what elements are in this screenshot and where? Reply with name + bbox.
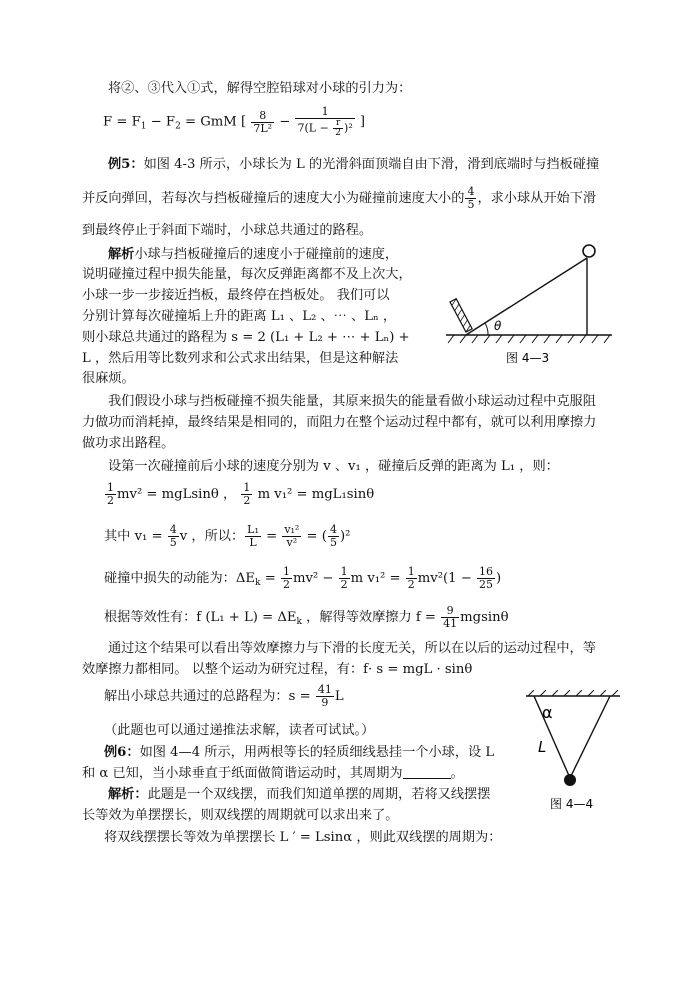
angle-label: θ [494, 319, 502, 333]
fraction [339, 566, 350, 591]
formula-part: = [261, 529, 282, 544]
formula-part: ] [355, 114, 366, 130]
denominator: L [249, 536, 257, 549]
text-line: ，求小球从开始下滑 [477, 191, 597, 206]
numerator: 1 [340, 565, 348, 578]
solution-6-line-1 [108, 786, 490, 804]
numerator: 1 [107, 481, 114, 494]
fraction [328, 524, 339, 549]
text-line: （此题也可以通过递推法求解，读者可试试。） [104, 723, 375, 738]
equation-5 [104, 684, 344, 710]
denominator: 7L² [253, 121, 273, 135]
solution-label: 解析 [108, 247, 135, 262]
fraction [406, 566, 417, 591]
example-6-line-2 [82, 765, 464, 783]
length-label: L [538, 738, 547, 756]
text-line: 和 α 已知，当小球垂直于纸面做简谐运动时，其周期为 [82, 766, 403, 781]
fraction [281, 566, 292, 591]
fraction [251, 110, 274, 135]
angle-arc [485, 323, 488, 335]
numerator: 4 [467, 185, 475, 198]
equation-3 [104, 566, 501, 596]
fraction [333, 119, 343, 138]
figure-4-4 [520, 690, 630, 818]
formula-part: )² [339, 529, 351, 544]
formula-part: 碰撞中损失的动能为：ΔE [104, 571, 256, 586]
example-label: 例5： [108, 157, 144, 172]
fraction [441, 605, 459, 630]
denominator: 5 [169, 536, 177, 549]
formula-part: 7(L − [297, 121, 333, 135]
numerator: 16 [479, 565, 493, 578]
formula-part: 解出小球总共通过的总路程为：s = [104, 689, 315, 704]
denominator: 2 [243, 494, 251, 507]
string-right [570, 696, 610, 778]
answer-blank[interactable] [403, 766, 451, 779]
numerator: 1 [282, 565, 290, 578]
denominator: 2 [107, 494, 114, 507]
figure-4-3 [436, 240, 622, 372]
fraction [282, 524, 301, 549]
text-line: 小球与挡板碰撞后的速度小于碰撞前的速度， [134, 247, 399, 262]
numerator: 1 [407, 565, 415, 578]
text-line: 分别计算每次碰撞垢上升的距离 L₁ 、L₂ 、⋯ 、Lₙ ， [82, 309, 397, 324]
denominator: 5 [467, 198, 475, 211]
ball [583, 245, 595, 257]
text-line: 则小球总共通过的路程为 s = 2 (L₁ + L₂ + ⋯ + Lₙ) + [82, 330, 410, 345]
fraction [477, 566, 495, 591]
denominator: 2 [335, 128, 342, 138]
denominator: 9 [321, 696, 329, 709]
text-line: 并反向弹回，若每次与挡板碰撞后的速度大小为碰撞前速度大小的 [82, 191, 465, 206]
text-line: 。 [450, 766, 464, 781]
example-5-line-3: 到最终停止于斜面下端时，小球总共通过的路程。 [82, 223, 373, 238]
text-line: 做功求出路程。 [82, 436, 175, 451]
text-line: 很麻烦。 [82, 371, 135, 386]
equation-2 [104, 524, 350, 550]
ball [564, 774, 576, 786]
numerator: 8 [251, 110, 274, 123]
text-line: 将②、③代入①式，解得空腔铅球对小球的引力为： [108, 81, 412, 96]
numerator: r [333, 119, 343, 129]
denominator: v² [286, 536, 298, 549]
formula-force [103, 106, 365, 141]
subscript: k [296, 617, 302, 627]
formula-part: 根据等效性有：f (L₁ + L) = ΔE [104, 610, 297, 625]
subscript: k [255, 578, 261, 588]
fraction [316, 684, 334, 709]
denominator: 2 [407, 578, 415, 591]
text-line: 长等效为单摆摆长，则双线摆的周期就可以求出来了。 [82, 808, 399, 823]
ground-hatching [448, 335, 610, 343]
formula-part: m v₁² = mgL₁sinθ [253, 487, 375, 502]
equation-1 [104, 482, 374, 508]
formula-part: = [260, 571, 280, 586]
numerator: 1 [295, 106, 354, 119]
numerator: 4 [329, 523, 337, 536]
subscript: 1 [140, 121, 147, 132]
text-line: 效摩擦力都相同。 以整个运动为研究过程，有：f· s = mgL · sinθ [82, 662, 473, 677]
example-label: 例6： [104, 745, 140, 760]
formula-part: mv² = mgLsinθ ， [117, 487, 237, 502]
figure-caption: 图 4—4 [550, 797, 594, 811]
formula-part: − F [146, 114, 176, 130]
ceiling-hatching [528, 690, 618, 696]
text-line: 此题是一个双线摆，而我们知道单摆的周期，若将又线摆摆 [147, 787, 491, 802]
formula-part: = GmM [ [180, 114, 247, 130]
fraction [168, 524, 179, 549]
formula-part: )² [344, 121, 353, 135]
numerator: v₁² [284, 523, 300, 536]
numerator: 1 [243, 481, 251, 494]
alpha-label: α [542, 703, 553, 722]
formula-part: mv²(1 − [417, 571, 476, 586]
denominator: 25 [479, 578, 493, 591]
text-line: 我们假设小球与挡板碰撞不损失能量，其原来损失的能量看做小球运动过程中克服阻 [108, 394, 596, 409]
numerator: L₁ [247, 523, 259, 536]
incline-line [466, 258, 587, 335]
text-line: 如图 4-3 所示，小球长为 L 的光滑斜面顶端自由下滑，滑到底端时与挡板碰撞 [143, 157, 600, 172]
numerator: 41 [317, 683, 332, 696]
formula-part: ，解得等效摩擦力 f = [301, 610, 441, 625]
text-line: 说明碰撞过程中损失能量，每次反弹距离都不及上次大， [82, 267, 412, 282]
solution-5-line-1 [108, 246, 398, 264]
formula-part: = ( [302, 529, 327, 544]
example-5-line-2 [82, 186, 596, 211]
numerator: 4 [169, 523, 177, 536]
formula-part: v ，所以： [179, 529, 245, 544]
solution-label: 解析： [108, 787, 148, 802]
fraction [295, 106, 354, 138]
text-line: L ，然后用等比数列求和公式求出结果，但是这种解法 [82, 351, 399, 366]
example-5-line-1 [108, 156, 599, 174]
denominator: 2 [340, 578, 348, 591]
text-line: 通过这个结果可以看出等效摩擦力与下滑的长度无关，所以在以后的运动过程中，等 [108, 641, 596, 656]
formula-part: mv² − [292, 571, 338, 586]
formula-part: − [275, 114, 295, 130]
fraction [245, 524, 261, 549]
denominator: 41 [443, 617, 458, 630]
barrier-plate [450, 299, 472, 332]
formula-part: 其中 v₁ = [104, 529, 167, 544]
formula-part: L [334, 689, 344, 704]
denominator: 5 [329, 536, 337, 549]
formula-part: ) [496, 571, 502, 586]
fraction [465, 186, 476, 211]
fraction [105, 482, 116, 507]
equation-4 [104, 605, 509, 635]
fraction [241, 482, 252, 507]
text-line: 将双线摆摆长等效为单摆摆长 L ′ = Lsinα ，则此双线摆的周期为： [104, 830, 502, 845]
figure-caption: 图 4—3 [506, 351, 550, 365]
denominator: 2 [282, 578, 290, 591]
subscript: 2 [175, 121, 181, 132]
text-line: 如图 4—4 所示，用两根等长的轻质细线悬挂一个小球，设 L [139, 745, 495, 760]
denominator [295, 119, 354, 138]
numerator: 9 [441, 605, 459, 618]
text-line: 设第一次碰撞前后小球的速度分别为 v 、v₁ ，碰撞后反弹的距离为 L₁ ，则： [108, 459, 559, 474]
text-line: 力做功而消耗掉，最终结果是相同的，而阻力在整个运动过程中都有，就可以利用摩擦力 [82, 415, 597, 430]
formula-part: F = F [103, 114, 141, 130]
formula-part: m v₁² = [350, 571, 405, 586]
example-6-line-1 [104, 744, 494, 762]
text-line: 小球一步一步接近挡板，最终停在挡板处。 我们可以 [82, 288, 390, 303]
formula-part: mgsinθ [460, 610, 509, 625]
